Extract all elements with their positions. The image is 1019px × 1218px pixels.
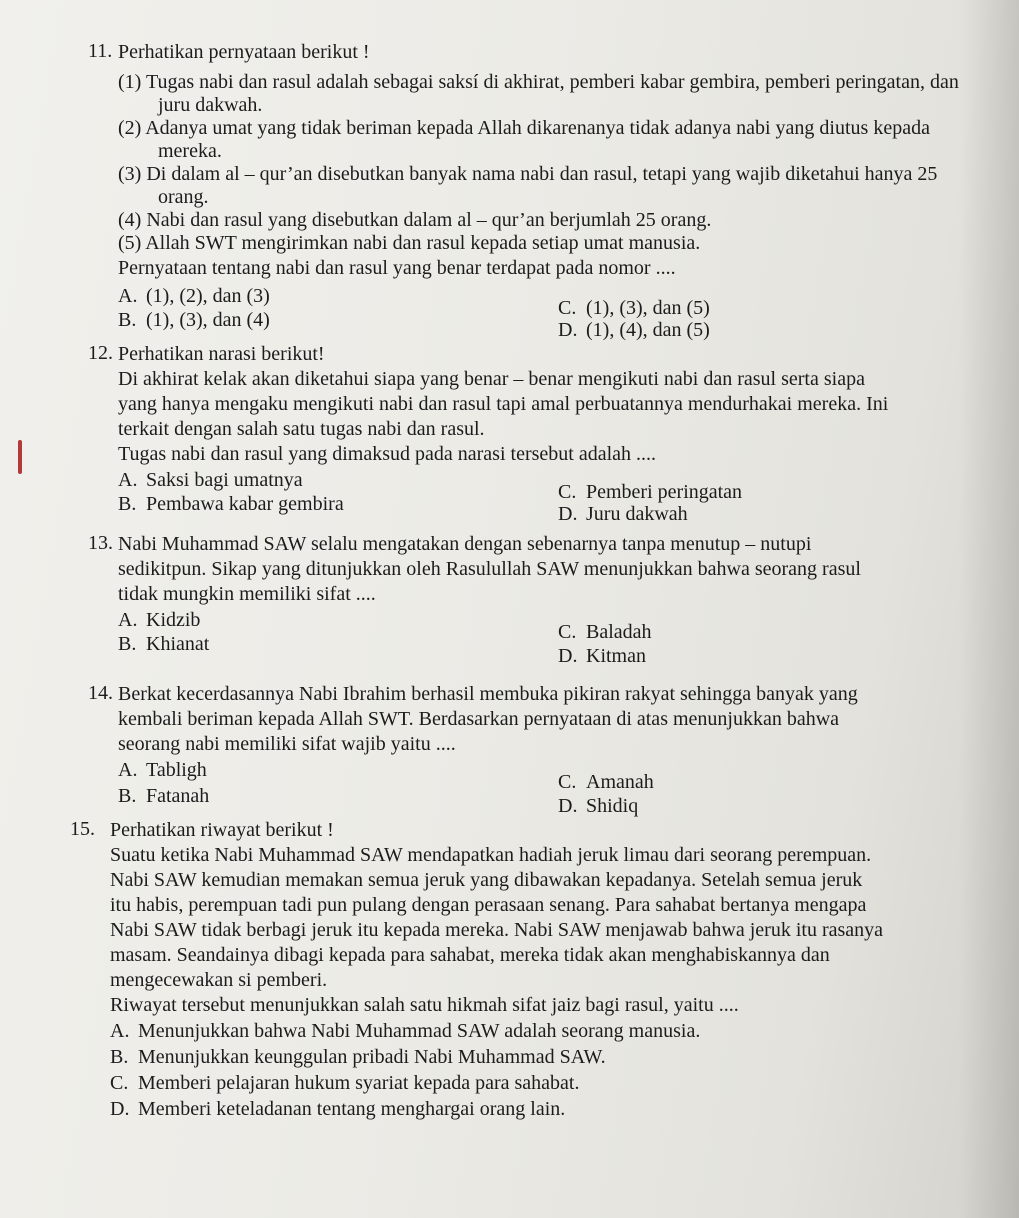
option-a[interactable]: A. Menunjukkan bahwa Nabi Muhammad SAW adalah seorang manusia. — [110, 1020, 701, 1042]
option-c[interactable]: C. Memberi pelajaran hukum syariat kepada para sahabat. — [110, 1072, 580, 1094]
question-11 — [88, 40, 968, 341]
narration-line-4: Nabi SAW tidak berbagi jeruk itu kepada mereka. Nabi SAW menjawab bahwa jeruk itu rasanya — [110, 919, 884, 941]
question-line-1: Nabi Muhammad SAW selalu mengatakan dengan sebenarnya tanpa menutup – nutupi — [118, 533, 812, 555]
option-a[interactable]: A. Saksi bagi umatnya — [118, 469, 303, 491]
narration-line-5: masam. Seandainya dibagi kepada para sahabat, mereka tidak akan menghabiskannya dan — [110, 944, 830, 966]
question-number: 11. — [88, 40, 113, 62]
question-intro: Perhatikan pernyataan berikut ! — [118, 41, 370, 63]
option-a[interactable]: A. Tabligh — [118, 759, 207, 781]
question-intro: Perhatikan riwayat berikut ! — [110, 819, 334, 841]
question-14 — [88, 682, 968, 817]
question-text: Tugas nabi dan rasul yang dimaksud pada narasi tersebut adalah .... — [118, 443, 657, 465]
narration-line-3: terkait dengan salah satu tugas nabi dan rasul. — [118, 418, 485, 440]
narration-line-2: yang hanya mengaku mengikuti nabi dan rasul tapi amal perbuatannya mendurhakai mereka. Ini — [118, 393, 889, 415]
question-line-3: seorang nabi memiliki sifat wajib yaitu .... — [118, 733, 456, 755]
statement-5: (5) Allah SWT mengirimkan nabi dan rasul kepada setiap umat manusia. — [118, 232, 701, 254]
question-12 — [88, 342, 968, 527]
option-c[interactable]: C. Pemberi peringatan — [558, 481, 743, 503]
answer-options — [118, 469, 968, 527]
question-number: 12. — [88, 342, 113, 364]
option-a[interactable]: A. Kidzib — [118, 609, 201, 631]
option-d[interactable]: D. Kitman — [558, 645, 646, 667]
option-d[interactable]: D. Shidiq — [558, 795, 639, 817]
option-d[interactable]: D. (1), (4), dan (5) — [558, 319, 710, 341]
option-c[interactable]: C. Baladah — [558, 621, 652, 643]
narration-line-1: Suatu ketika Nabi Muhammad SAW mendapatkan hadiah jeruk limau dari seorang perempuan. — [110, 844, 872, 866]
answer-options — [118, 759, 968, 817]
option-d[interactable]: D. Memberi keteladanan tentang menghargai orang lain. — [110, 1098, 566, 1120]
answer-options — [118, 283, 968, 341]
statement-3: (3) Di dalam al – qur’an disebutkan banyak nama nabi dan rasul, tetapi yang wajib diketahui hanya 25 orang. — [118, 163, 938, 208]
margin-mark — [18, 440, 22, 474]
question-text: Pernyataan tentang nabi dan rasul yang benar terdapat pada nomor .... — [118, 257, 676, 279]
question-line-2: kembali beriman kepada Allah SWT. Berdasarkan pernyataan di atas menunjukkan bahwa — [118, 708, 840, 730]
option-b[interactable]: B. Khianat — [118, 633, 210, 655]
statement-2: (2) Adanya umat yang tidak beriman kepada Allah dikarenanya tidak adanya nabi yang diutus kepada mereka. — [118, 117, 930, 162]
option-b[interactable]: B. Menunjukkan keunggulan pribadi Nabi Muhammad SAW. — [110, 1046, 606, 1068]
option-b[interactable]: B. Fatanah — [118, 785, 210, 807]
question-text: Riwayat tersebut menunjukkan salah satu hikmah sifat jaiz bagi rasul, yaitu .... — [110, 994, 739, 1016]
option-b[interactable]: B. (1), (3), dan (4) — [118, 309, 270, 331]
answer-options — [118, 609, 968, 667]
option-c[interactable]: C. (1), (3), dan (5) — [558, 297, 710, 319]
statement-1: (1) Tugas nabi dan rasul adalah sebagai saksí di akhirat, pemberi kabar gembira, pemberi peringatan, dan juru dakwah. — [118, 71, 959, 116]
narration-line-3: itu habis, perempuan tadi pun pulang dengan perasaan senang. Para sahabat bertanya mengapa — [110, 894, 867, 916]
statement-4: (4) Nabi dan rasul yang disebutkan dalam al – qur’an berjumlah 25 orang. — [118, 209, 712, 231]
question-15 — [70, 818, 980, 1122]
question-intro: Perhatikan narasi berikut! — [118, 343, 325, 365]
question-line-2: sedikitpun. Sikap yang ditunjukkan oleh Rasulullah SAW menunjukkan bahwa seorang rasul — [118, 558, 861, 580]
question-line-3: tidak mungkin memiliki sifat .... — [118, 583, 376, 605]
option-d[interactable]: D. Juru dakwah — [558, 503, 688, 525]
question-number: 13. — [88, 532, 113, 554]
question-13 — [88, 532, 968, 667]
narration-line-1: Di akhirat kelak akan diketahui siapa yang benar – benar mengikuti nabi dan rasul serta siapa — [118, 368, 865, 390]
question-number: 14. — [88, 682, 113, 704]
answer-options — [110, 1018, 980, 1122]
option-b[interactable]: B. Pembawa kabar gembira — [118, 493, 344, 515]
option-c[interactable]: C. Amanah — [558, 771, 654, 793]
option-a[interactable]: A. (1), (2), dan (3) — [118, 285, 270, 307]
narration-line-2: Nabi SAW kemudian memakan semua jeruk yang dibawakan kepadanya. Setelah semua jeruk — [110, 869, 863, 891]
question-number: 15. — [70, 818, 95, 840]
narration-line-6: mengecewakan si pemberi. — [110, 969, 328, 991]
question-line-1: Berkat kecerdasannya Nabi Ibrahim berhasil membuka pikiran rakyat sehingga banyak yang — [118, 683, 858, 705]
